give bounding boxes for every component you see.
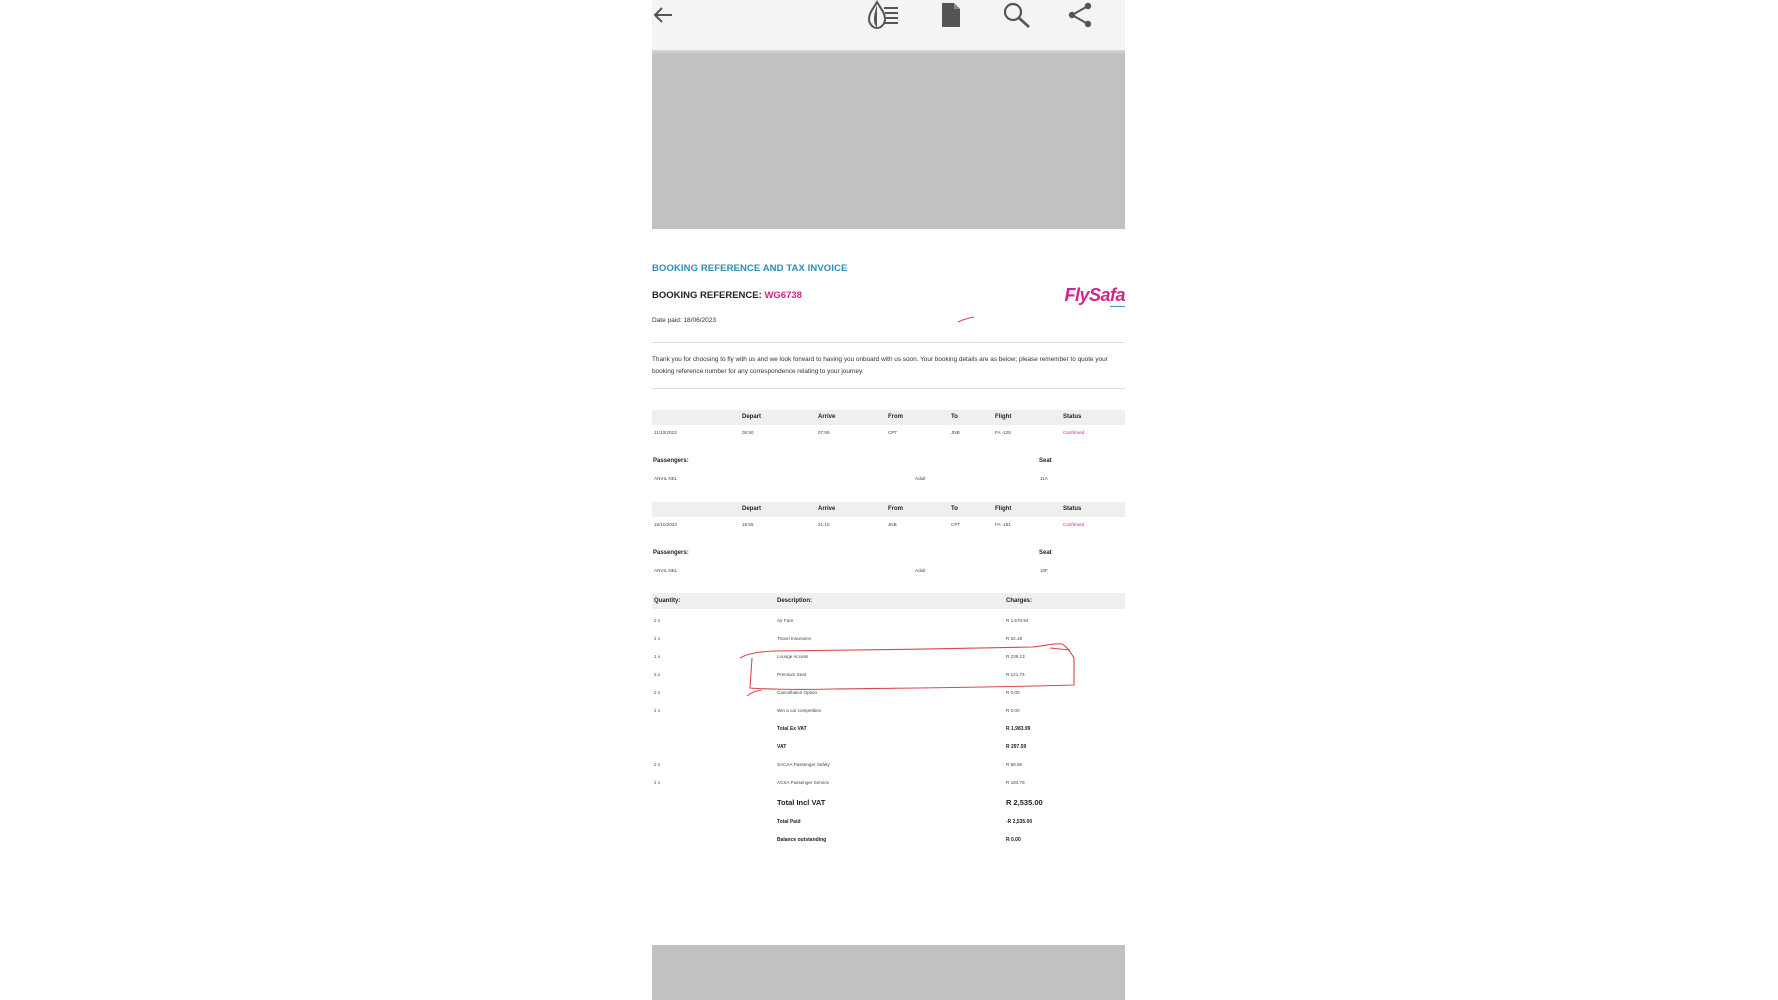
flight-header-row	[652, 410, 1125, 425]
charge-amount: R 121.74	[1006, 672, 1025, 677]
charge-row	[652, 690, 1125, 700]
quantity-header: Quantity:	[654, 598, 681, 604]
total-ex-vat-amount: R 1,983.99	[1006, 726, 1031, 732]
levy-description: SACAA Passenger Safety	[777, 762, 830, 767]
page-gap-top	[652, 54, 1125, 229]
passenger-name: ANVIL NEL	[654, 476, 678, 481]
date-paid: Date paid: 18/06/2023	[652, 317, 716, 324]
total-paid-label: Total Paid	[777, 819, 801, 825]
flight-arrive: 21:10	[818, 522, 830, 527]
flight-depart: 18:55	[742, 522, 754, 527]
charges-header: Charges:	[1006, 598, 1033, 604]
levy-row	[652, 780, 1125, 790]
header-to: To	[951, 414, 958, 420]
charge-qty: 2 x	[654, 708, 661, 713]
header-to: To	[951, 506, 958, 512]
charge-description: Premium Seat	[777, 672, 807, 677]
charge-description: Lounge Access	[777, 654, 809, 659]
document-icon[interactable]	[940, 0, 962, 30]
levy-description: ACSA Passenger Service	[777, 780, 830, 785]
viewer-toolbar	[652, 0, 1125, 50]
intro-text: Thank you for choosing to fly with us and we look forward to having you onboard with us soon. Your booking details are as below; please remember to quote your booking reference number for any correspondence relating to your journey.	[652, 356, 1108, 375]
levy-qty: 2 x	[654, 762, 661, 767]
passenger-seat: 10F	[1040, 568, 1048, 573]
invoice-page	[652, 229, 1125, 945]
search-icon[interactable]	[1002, 0, 1032, 30]
description-header: Description:	[777, 598, 813, 604]
flight-from: CPT	[888, 430, 898, 435]
charge-description: Travel Insurance	[777, 636, 812, 641]
charge-row	[652, 672, 1125, 682]
charge-amount: R 0.00	[1006, 690, 1020, 695]
seat-label: Seat	[1039, 458, 1052, 464]
charge-amount: R 0.00	[1006, 708, 1020, 713]
total-ex-vat-label: Total Ex VAT	[777, 726, 807, 732]
header-flight: Flight	[995, 414, 1012, 420]
passengers-label: Passengers:	[653, 550, 689, 556]
charges-header-row	[652, 593, 1125, 609]
flight-date: 16/10/2023	[654, 522, 677, 527]
invoice-title: BOOKING REFERENCE AND TAX INVOICE	[652, 263, 848, 274]
charge-qty: 2 x	[654, 618, 661, 623]
flight-header-row	[652, 502, 1125, 517]
passenger-type: Adult	[915, 476, 926, 481]
header-from: From	[888, 506, 903, 512]
divider	[652, 342, 1125, 343]
ink-drop-lines-icon[interactable]	[866, 0, 900, 30]
pdf-viewer	[652, 0, 1125, 1000]
vat-label: VAT	[777, 744, 787, 750]
charge-row	[652, 636, 1125, 646]
flight-row	[652, 522, 1125, 532]
balance-amount: R 0.00	[1006, 837, 1021, 843]
logo-text: FlySafa	[1064, 285, 1125, 305]
flight-number: FA -151	[995, 522, 1011, 527]
booking-reference-label: BOOKING REFERENCE:	[652, 290, 762, 301]
total-incl-vat-amount: R 2,535.00	[1006, 798, 1043, 807]
charge-row	[652, 708, 1125, 718]
flight-from: JNB	[888, 522, 897, 527]
total-paid-amount: -R 2,535.00	[1006, 819, 1033, 825]
header-depart: Depart	[742, 414, 762, 420]
passengers-label: Passengers:	[653, 458, 689, 464]
flight-to: JNB	[951, 430, 960, 435]
flysafa-logo	[1065, 285, 1125, 311]
charge-amount: R 239.13	[1006, 654, 1025, 659]
charge-amount: R 52.18	[1006, 636, 1023, 641]
charge-qty: 2 x	[654, 690, 661, 695]
header-arrive: Arrive	[818, 414, 836, 420]
header-status: Status	[1063, 506, 1082, 512]
seat-label: Seat	[1039, 550, 1052, 556]
passenger-name: ANVIL NEL	[654, 568, 678, 573]
arrow-left-icon[interactable]	[652, 0, 674, 30]
header-arrive: Arrive	[818, 506, 836, 512]
flight-arrive: 07:55	[818, 430, 830, 435]
balance-label: Balance outstanding	[777, 837, 827, 843]
vat-amount: R 297.59	[1006, 744, 1027, 750]
header-from: From	[888, 414, 903, 420]
passenger-seat: 11A	[1040, 476, 1048, 481]
charge-amount: R 1,570.94	[1006, 618, 1029, 623]
charge-qty: 2 x	[654, 672, 661, 677]
flight-status: Confirmed	[1063, 430, 1085, 435]
charge-description: Win a car competition	[777, 708, 822, 713]
passenger-type: Adult	[915, 568, 926, 573]
booking-reference-value: WG6738	[764, 290, 802, 301]
levy-row	[652, 762, 1125, 772]
flight-row	[652, 430, 1125, 440]
share-icon[interactable]	[1066, 0, 1094, 30]
page-gap-bottom	[652, 945, 1125, 1000]
charge-description: Air Fare	[777, 618, 794, 623]
flight-status: Confirmed	[1063, 522, 1085, 527]
divider	[652, 388, 1125, 389]
header-status: Status	[1063, 414, 1082, 420]
charge-qty: 2 x	[654, 636, 661, 641]
flight-depart: 05:50	[742, 430, 754, 435]
charge-row	[652, 654, 1125, 664]
total-incl-vat-label: Total Incl VAT	[777, 798, 826, 807]
charge-qty: 1 x	[654, 654, 661, 659]
header-flight: Flight	[995, 506, 1012, 512]
charge-row	[652, 618, 1125, 628]
flight-number: FA -128	[995, 430, 1011, 435]
charge-description: Cancellation Option	[777, 690, 818, 695]
booking-reference	[652, 290, 802, 301]
logo-tagline: ▬▬▬▬▬	[1110, 304, 1125, 308]
header-depart: Depart	[742, 506, 762, 512]
flight-to: CPT	[951, 522, 961, 527]
levy-qty: 2 x	[654, 780, 661, 785]
flight-date: 11/10/2023	[654, 430, 677, 435]
levy-amount: R 194.76	[1006, 780, 1025, 785]
levy-amount: R 58.66	[1006, 762, 1023, 767]
